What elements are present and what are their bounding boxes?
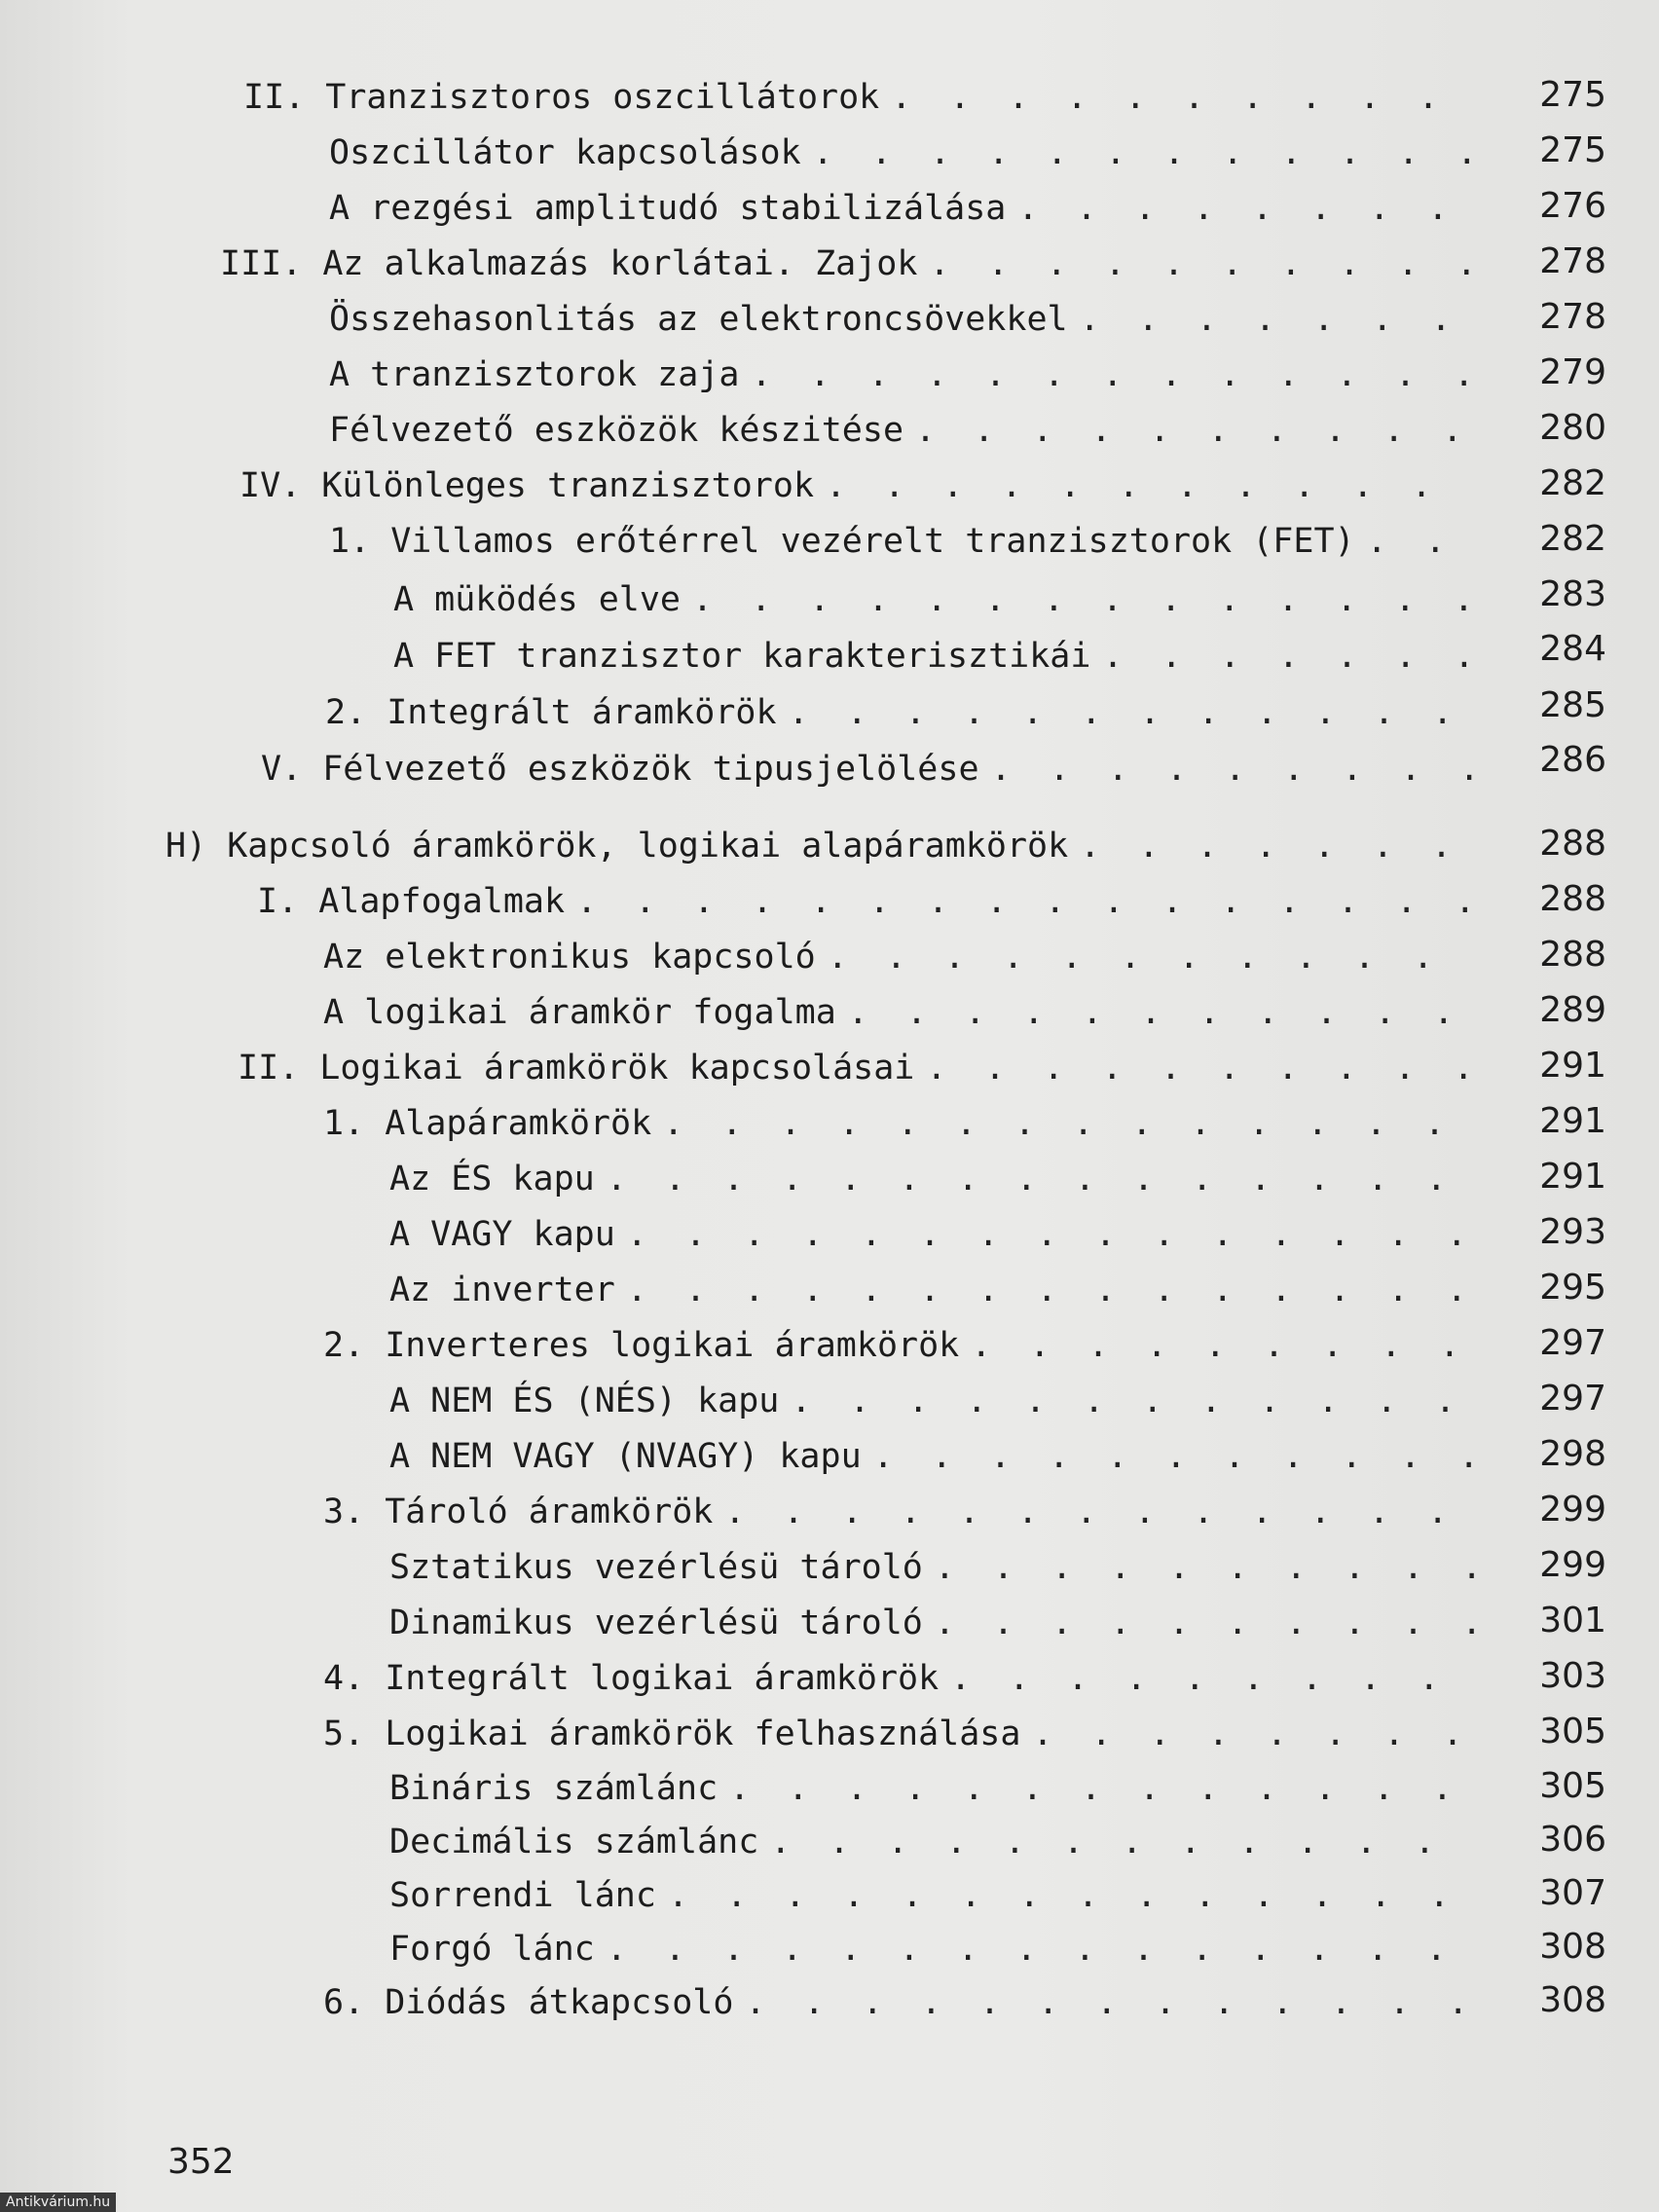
toc-page-number: 299 — [1539, 1545, 1606, 1585]
toc-page-number: 288 — [1539, 824, 1606, 864]
toc-leader-dots — [971, 1320, 1478, 1371]
toc-entry-title: H) Kapcsoló áramkörök, logikai alapáramkörök — [166, 827, 1069, 866]
toc-page-number: 286 — [1539, 740, 1606, 780]
toc-entry — [323, 1709, 1499, 1759]
toc-entry-title: 2. Integrált áramkörök — [325, 693, 777, 732]
toc-leader-dots — [826, 461, 1478, 511]
toc-entry-title: A NEM ÉS (NÉS) kapu — [389, 1382, 780, 1420]
toc-leader-dots — [770, 1817, 1478, 1867]
toc-leader-dots — [607, 1154, 1478, 1204]
toc-entry-title: 6. Diódás átkapcsoló — [323, 1983, 734, 2022]
toc-page-number: 297 — [1539, 1379, 1606, 1419]
toc-entry — [329, 516, 1499, 567]
toc-page-number: 280 — [1539, 408, 1606, 448]
toc-page-number: 305 — [1539, 1712, 1606, 1751]
toc-page-number: 299 — [1539, 1490, 1606, 1530]
toc-entry — [389, 1542, 1499, 1593]
toc-entry — [323, 1098, 1499, 1149]
toc-page-number: 308 — [1539, 1980, 1606, 2020]
toc-page-number: 285 — [1539, 685, 1606, 725]
toc-entry — [323, 987, 1499, 1038]
toc-leader-dots — [663, 1098, 1478, 1149]
toc-page-number: 276 — [1539, 186, 1606, 226]
toc-entry-title: 1. Villamos erőtérrel vezérelt tranzisztorok (FET) — [329, 522, 1355, 561]
toc-leader-dots — [627, 1209, 1478, 1260]
toc-entry — [389, 1209, 1499, 1260]
toc-leader-dots — [791, 1376, 1478, 1426]
toc-entry-title: I. Alapfogalmak — [257, 882, 566, 921]
toc-entry — [323, 1320, 1499, 1371]
toc-leader-dots — [929, 239, 1478, 289]
toc-entry-title: Félvezető eszközök készitése — [329, 411, 904, 450]
toc-entry — [389, 1431, 1499, 1482]
toc-leader-dots — [891, 72, 1478, 123]
toc-leader-dots — [668, 1870, 1478, 1921]
toc-entry-title: Decimális számlánc — [389, 1823, 759, 1862]
toc-entry-title: Sztatikus vezérlésü tároló — [389, 1548, 923, 1587]
toc-entry — [393, 631, 1499, 682]
toc-entry — [329, 294, 1499, 345]
toc-page-number: 291 — [1539, 1157, 1606, 1197]
toc-leader-dots — [627, 1265, 1478, 1315]
toc-leader-dots — [915, 405, 1478, 456]
toc-page-number: 293 — [1539, 1212, 1606, 1252]
toc-entry-title: Dinamikus vezérlésü tároló — [389, 1604, 923, 1642]
toc-entry-title: A rezgési amplitudó stabilizálása — [329, 189, 1007, 228]
toc-page-number: 298 — [1539, 1434, 1606, 1474]
toc-leader-dots — [1032, 1709, 1478, 1759]
toc-page-number: 297 — [1539, 1323, 1606, 1363]
toc-page-number: 282 — [1539, 463, 1606, 503]
toc-entry — [389, 1598, 1499, 1648]
toc-leader-dots — [1017, 183, 1478, 234]
toc-entry-title: Az ÉS kapu — [389, 1160, 595, 1198]
toc-leader-dots — [789, 687, 1478, 738]
toc-page-number: 306 — [1539, 1820, 1606, 1860]
toc-leader-dots — [729, 1763, 1478, 1814]
toc-leader-dots — [926, 1043, 1478, 1093]
toc-page-number: 303 — [1539, 1656, 1606, 1696]
toc-leader-dots — [991, 744, 1478, 794]
toc-entry — [389, 1376, 1499, 1426]
toc-page-number: 278 — [1539, 297, 1606, 337]
toc-entry — [323, 1487, 1499, 1537]
toc-page-number: 307 — [1539, 1873, 1606, 1913]
toc-entry — [329, 405, 1499, 456]
toc-entry-title: 3. Tároló áramkörök — [323, 1493, 714, 1531]
toc-entry — [389, 1817, 1499, 1867]
toc-page-number: 291 — [1539, 1101, 1606, 1141]
toc-page-number: 278 — [1539, 241, 1606, 281]
toc-entry-title: Sorrendi lánc — [389, 1876, 656, 1915]
toc-leader-dots — [751, 350, 1478, 400]
toc-leader-dots — [607, 1924, 1478, 1974]
toc-leader-dots — [935, 1598, 1478, 1648]
toc-leader-dots — [745, 1977, 1478, 2028]
toc-entry-title: IV. Különleges tranzisztorok — [240, 466, 815, 505]
toc-entry-title: A logikai áramkör fogalma — [323, 993, 836, 1032]
toc-leader-dots — [935, 1542, 1478, 1593]
toc-entry-title: A NEM VAGY (NVAGY) kapu — [389, 1437, 862, 1476]
toc-entry-title: Forgó lánc — [389, 1930, 595, 1969]
toc-entry — [329, 183, 1499, 234]
toc-entry — [243, 72, 1499, 123]
page-number: 352 — [167, 2142, 235, 2182]
toc-entry — [238, 1043, 1499, 1093]
toc-entry-title: III. Az alkalmazás korlátai. Zajok — [220, 244, 918, 283]
toc-entry — [166, 821, 1499, 871]
toc-page-number: 295 — [1539, 1268, 1606, 1308]
toc-page-number: 284 — [1539, 629, 1606, 669]
toc-leader-dots — [1102, 631, 1478, 682]
toc-entry-title: II. Logikai áramkörök kapcsolásai — [238, 1049, 915, 1088]
toc-entry-title: Oszcillátor kapcsolások — [329, 133, 801, 172]
toc-entry — [323, 932, 1499, 982]
toc-leader-dots — [1080, 821, 1478, 871]
toc-page-number: 283 — [1539, 574, 1606, 614]
toc-page-number: 301 — [1539, 1601, 1606, 1641]
toc-leader-dots — [848, 987, 1478, 1038]
toc-page-number: 305 — [1539, 1766, 1606, 1806]
toc-page-number: 275 — [1539, 130, 1606, 170]
toc-entry — [389, 1265, 1499, 1315]
toc-leader-dots — [576, 876, 1478, 927]
toc-entry — [257, 876, 1499, 927]
toc-entry-title: Összehasonlitás az elektroncsövekkel — [329, 300, 1068, 339]
watermark: Antikvárium.hu — [0, 2193, 116, 2212]
toc-entry — [323, 1977, 1499, 2028]
toc-page-number: 282 — [1539, 519, 1606, 559]
toc-entry — [393, 574, 1499, 625]
toc-entry-title: 5. Logikai áramkörök felhasználása — [323, 1714, 1021, 1753]
toc-entry-title: 2. Inverteres logikai áramkörök — [323, 1326, 960, 1365]
toc-page-number: 291 — [1539, 1046, 1606, 1086]
toc-entry — [389, 1924, 1499, 1974]
toc-page-number: 275 — [1539, 75, 1606, 115]
toc-entry — [389, 1154, 1499, 1204]
toc-entry — [389, 1870, 1499, 1921]
toc-leader-dots — [828, 932, 1478, 982]
toc-page-number: 288 — [1539, 935, 1606, 975]
toc-leader-dots — [950, 1653, 1478, 1704]
toc-entry-title: A FET tranzisztor karakterisztikái — [393, 637, 1091, 676]
toc-entry-title: V. Félvezető eszközök tipusjelölése — [261, 750, 979, 789]
toc-entry-title: A VAGY kapu — [389, 1215, 615, 1254]
toc-entry — [329, 128, 1499, 178]
toc-leader-dots — [813, 128, 1478, 178]
toc-entry — [329, 350, 1499, 400]
toc-entry — [261, 744, 1499, 794]
toc-page-number: 288 — [1539, 879, 1606, 919]
toc-entry — [389, 1763, 1499, 1814]
toc-entry-title: 4. Integrált logikai áramkörök — [323, 1659, 940, 1698]
toc-entry — [323, 1653, 1499, 1704]
toc-entry — [325, 687, 1499, 738]
toc-page-number: 279 — [1539, 352, 1606, 392]
toc-entry-title: A müködés elve — [393, 580, 682, 619]
toc-page-number: 308 — [1539, 1927, 1606, 1967]
toc-leader-dots — [1080, 294, 1478, 345]
toc-entry-title: 1. Alapáramkörök — [323, 1104, 652, 1143]
toc-entry-title: II. Tranzisztoros oszcillátorok — [243, 78, 880, 117]
toc-entry-title: Az inverter — [389, 1271, 615, 1309]
toc-page-number: 289 — [1539, 990, 1606, 1030]
toc-leader-dots — [1367, 516, 1478, 567]
toc-entry — [240, 461, 1499, 511]
toc-entry-title: A tranzisztorok zaja — [329, 355, 740, 394]
toc-leader-dots — [724, 1487, 1478, 1537]
toc-entry — [220, 239, 1499, 289]
toc-entry-title: Az elektronikus kapcsoló — [323, 938, 816, 977]
toc-leader-dots — [873, 1431, 1478, 1482]
toc-entry-title: Bináris számlánc — [389, 1769, 719, 1808]
toc-leader-dots — [692, 574, 1478, 625]
